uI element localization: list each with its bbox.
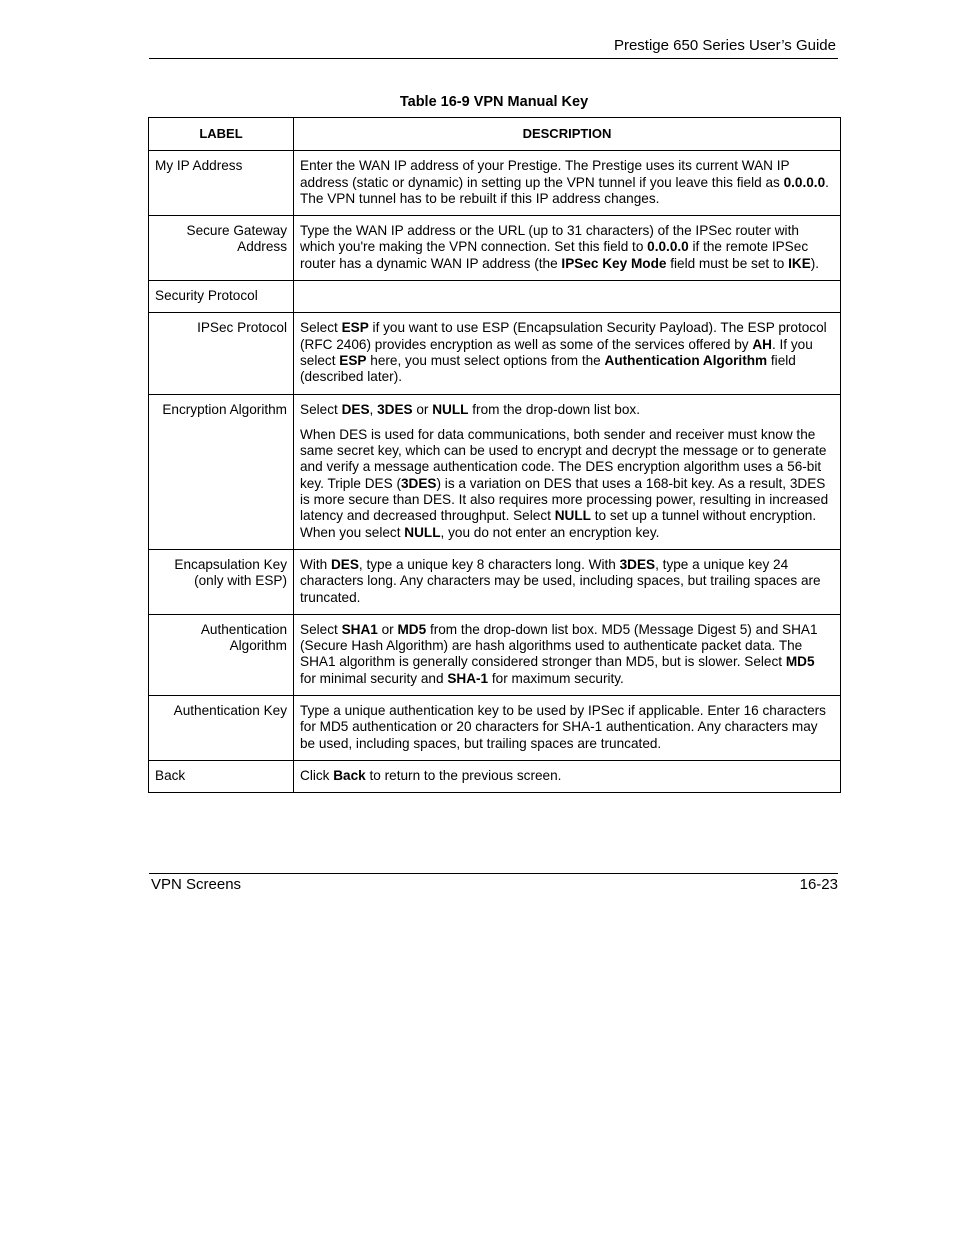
text-segment: ) is a variation on DES that uses a 168-bit key. As a result, 3DES is more secure than DES. It also requires more processing power, resulting in increased latency and decreased throughput. Select — [300, 475, 829, 524]
bold-term: Back — [333, 767, 366, 783]
text-segment: from the drop-down list box. — [468, 401, 640, 417]
table-row — [149, 313, 841, 394]
table-header-row — [149, 118, 841, 151]
footer-rule — [149, 873, 838, 874]
description-paragraph — [300, 402, 834, 418]
text-segment: ). — [810, 255, 820, 271]
row-label: Encapsulation Key (only with ESP) — [149, 549, 294, 614]
bold-term: SHA-1 — [447, 670, 489, 686]
text-segment: if you want to use ESP (Encapsulation Security Payload). The ESP protocol (RFC 2406) provides encryption as well as some of the services offered by — [300, 320, 827, 352]
description-paragraph — [300, 768, 834, 784]
row-label: My IP Address — [149, 151, 294, 216]
row-label: Security Protocol — [149, 281, 294, 313]
text-segment: With — [300, 556, 331, 572]
description-paragraph — [300, 427, 834, 541]
row-description — [294, 281, 841, 313]
bold-term: MD5 — [785, 654, 815, 670]
column-header-description: DESCRIPTION — [294, 118, 841, 151]
row-description — [294, 313, 841, 394]
table-row — [149, 696, 841, 761]
bold-term: NULL — [404, 524, 441, 540]
description-paragraph — [300, 320, 834, 385]
text-segment: Select — [300, 320, 342, 336]
text-segment: When DES is used for data communications, both sender and receiver must know the same secret key, which can be used to encrypt and decrypt the message or to generate and verify a message authentication code. The DES encryption algorithm uses a 56-bit key. Triple DES ( — [300, 426, 827, 491]
row-description — [294, 216, 841, 281]
description-paragraph — [300, 703, 834, 752]
footer-section: VPN Screens — [151, 876, 242, 893]
text-segment: , type a unique key 24 characters long. Any characters may be used, including spaces, but trailing spaces are truncated. — [300, 556, 821, 605]
text-segment: Type a unique authentication key to be used by IPSec if applicable. Enter 16 characters for MD5 authentication or 20 characters for SHA-1 authentication. Any characters may be used, including spaces, but trailing spaces are truncated. — [300, 703, 826, 751]
bold-term: AH — [752, 336, 772, 352]
text-segment: . If you select — [300, 336, 813, 368]
text-segment: Type the WAN IP address or the URL (up to 31 characters) of the IPSec router with which you're making the VPN connection. Set this field to — [300, 223, 799, 255]
text-segment: , — [369, 401, 378, 417]
row-description — [294, 760, 841, 792]
text-segment: Select — [300, 401, 342, 417]
table-row — [149, 760, 841, 792]
row-label: Encryption Algorithm — [149, 394, 294, 549]
bold-term: NULL — [554, 508, 591, 524]
text-segment: field must be set to — [666, 255, 789, 271]
vpn-manual-key-table — [148, 117, 841, 793]
row-label: Authentication Key — [149, 696, 294, 761]
bold-term: 3DES — [619, 556, 656, 572]
description-paragraph — [300, 557, 834, 606]
row-label: IPSec Protocol — [149, 313, 294, 394]
bold-term: DES — [341, 401, 370, 417]
row-description — [294, 549, 841, 614]
text-segment: . The VPN tunnel has to be rebuilt if this IP address changes. — [300, 174, 829, 206]
table-row — [149, 394, 841, 549]
row-label: Authentication Algorithm — [149, 614, 294, 695]
row-description — [294, 394, 841, 549]
text-segment: field (described later). — [300, 352, 796, 385]
text-segment: for minimal security and — [300, 670, 448, 686]
row-description — [294, 151, 841, 216]
text-segment: or — [377, 621, 398, 637]
table-row — [149, 281, 841, 313]
bold-term: SHA1 — [341, 621, 378, 637]
bold-term: DES — [330, 556, 359, 572]
description-paragraph — [300, 223, 834, 272]
text-segment: , type a unique key 8 characters long. With — [358, 556, 620, 572]
bold-term: 3DES — [400, 475, 437, 491]
description-paragraph — [300, 622, 834, 687]
row-label: Back — [149, 760, 294, 792]
text-segment: to set up a tunnel without encryption. When you select — [300, 508, 817, 540]
row-description — [294, 696, 841, 761]
text-segment: if the remote IPSec router has a dynamic WAN IP address (the — [300, 239, 809, 271]
table-body — [149, 151, 841, 793]
row-label: Secure Gateway Address — [149, 216, 294, 281]
bold-term: MD5 — [397, 621, 427, 637]
bold-term: ESP — [339, 352, 367, 368]
text-segment: to return to the previous screen. — [365, 767, 562, 783]
text-segment: from the drop-down list box. MD5 (Message Digest 5) and SHA1 (Secure Hash Algorithm) are hash algorithms used to authenticate packet data. The SHA1 algorithm is generally considered stronger than MD5, but is slower. Select — [300, 621, 818, 670]
bold-term: 3DES — [377, 401, 413, 417]
column-header-label: LABEL — [149, 118, 294, 151]
table-row — [149, 614, 841, 695]
table-row — [149, 151, 841, 216]
bold-term: IKE — [788, 255, 811, 271]
text-segment: Select — [300, 621, 342, 637]
running-header: Prestige 650 Series User’s Guide — [613, 37, 836, 54]
bold-term: NULL — [432, 401, 469, 417]
bold-term: 0.0.0.0 — [647, 239, 689, 255]
table-title: Table 16-9 VPN Manual Key — [399, 94, 589, 110]
bold-term: 0.0.0.0 — [783, 174, 826, 190]
text-segment: , you do not enter an encryption key. — [440, 524, 660, 540]
text-segment: Click — [300, 767, 334, 783]
description-paragraph — [300, 158, 834, 207]
row-description — [294, 614, 841, 695]
text-segment: or — [412, 401, 433, 417]
page-number: 16-23 — [799, 876, 838, 893]
table-row — [149, 216, 841, 281]
table-row — [149, 549, 841, 614]
bold-term: ESP — [341, 320, 369, 336]
header-rule — [149, 58, 838, 59]
bold-term: IPSec Key Mode — [561, 255, 667, 271]
text-segment: Enter the WAN IP address of your Prestige. The Prestige uses its current WAN IP address (static or dynamic) in setting up the VPN tunnel if you leave this field as — [300, 158, 790, 190]
text-segment: for maximum security. — [488, 670, 624, 686]
text-segment: here, you must select options from the — [366, 352, 605, 368]
bold-term: Authentication Algorithm — [604, 352, 768, 368]
